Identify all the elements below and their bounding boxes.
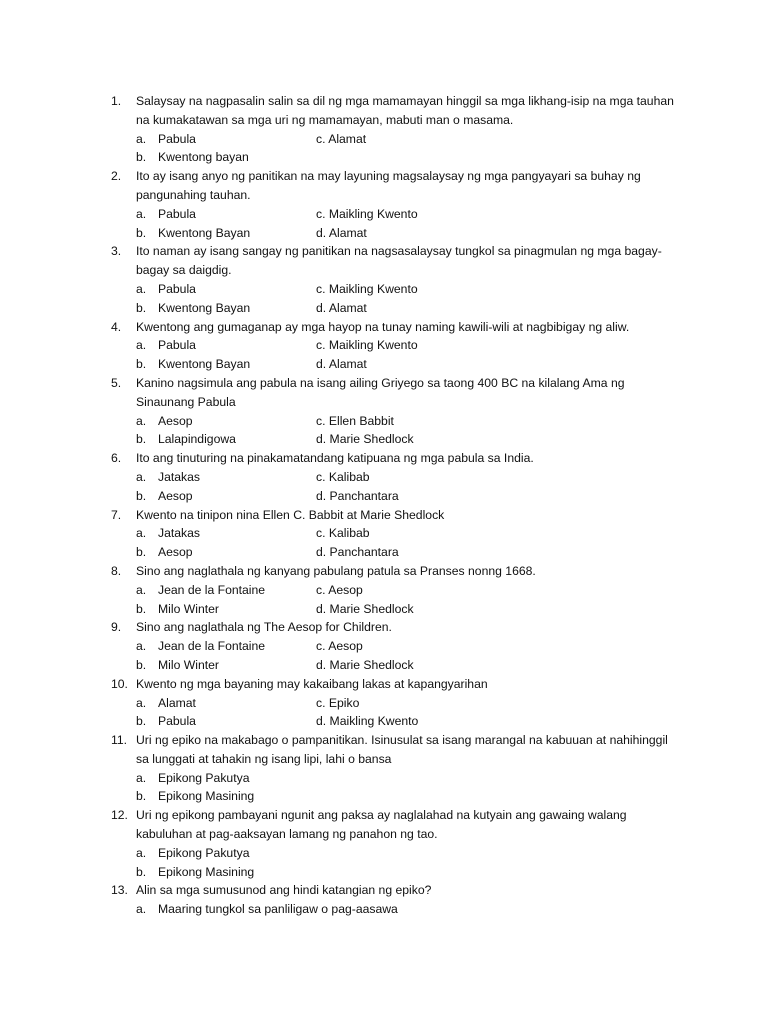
choice-row xyxy=(0,600,768,619)
choice-row xyxy=(0,299,768,318)
choice-second-column: c. Maikling Kwento xyxy=(316,206,418,221)
question-item xyxy=(0,562,768,618)
quiz-page xyxy=(0,92,768,919)
question-text: Kwentong ang gumaganap ay mga hayop na tunay naming kawili-wili at nagbibigay ng aliw. xyxy=(136,319,630,334)
question-text: Uri ng epikong pambayani ngunit ang paksa ay naglalahad na kutyain ang gawaing walang kabuluhan at pag-aaksayan lamang ng panahon ng tao. xyxy=(136,808,627,842)
question-text: Sino ang naglathala ng kanyang pabulang patula sa Pranses nonng 1668. xyxy=(136,563,536,578)
choice-text: Lalapindigowa xyxy=(158,432,236,447)
choice-text: Milo Winter xyxy=(158,601,219,616)
question-stem xyxy=(0,731,676,769)
question-stem xyxy=(0,506,676,525)
choice-second-column: c. Ellen Babbit xyxy=(316,413,394,428)
question-text: Kwento ng mga bayaning may kakaibang lakas at kapangyarihan xyxy=(136,676,488,691)
choice-letter: a. xyxy=(136,206,147,221)
question-number: 4. xyxy=(111,319,122,334)
choice-letter: b. xyxy=(136,150,147,165)
choice-text: Aesop xyxy=(158,413,193,428)
choice-row xyxy=(0,787,768,806)
question-stem xyxy=(0,374,676,412)
choice-second-column: c. Aesop xyxy=(316,639,363,654)
choice-second-column: d. Panchantara xyxy=(316,488,399,503)
question-text: Ito naman ay isang sangay ng panitikan na nagsasalaysay tungkol sa pinagmulan ng mga bagay-bagay sa daigdig. xyxy=(136,244,662,278)
choice-text: Aesop xyxy=(158,488,193,503)
question-text: Kanino nagsimula ang pabula na isang ailing Griyego sa taong 400 BC na kilalang Ama ng Sinaunang Pabula xyxy=(136,375,625,409)
choice-second-column: c. Kalibab xyxy=(316,469,370,484)
choice-row xyxy=(0,336,768,355)
choice-second-column: d. Marie Shedlock xyxy=(316,432,414,447)
choice-letter: a. xyxy=(136,413,147,428)
question-text: Salaysay na nagpasalin salin sa dil ng mga mamamayan hinggil sa mga likhang-isip na mga tauhan na kumakatawan sa mga uri ng mamamayan, mabuti man o masama. xyxy=(136,94,674,127)
question-stem xyxy=(0,675,676,694)
choice-row xyxy=(0,224,768,243)
question-text: Sino ang naglathala ng The Aesop for Children. xyxy=(136,620,392,635)
choice-second-column: d. Marie Shedlock xyxy=(316,601,414,616)
question-number: 9. xyxy=(111,620,122,635)
question-item xyxy=(0,731,768,806)
choice-second-column: d. Alamat xyxy=(316,357,367,372)
question-stem xyxy=(0,318,676,337)
question-number: 12. xyxy=(111,808,128,823)
choice-row xyxy=(0,355,768,374)
choice-row xyxy=(0,487,768,506)
question-text: Ito ang tinuturing na pinakamatandang katipuana ng mga pabula sa India. xyxy=(136,451,534,466)
question-number: 6. xyxy=(111,451,122,466)
choice-text: Kwentong Bayan xyxy=(158,225,251,240)
question-item xyxy=(0,374,768,449)
choice-second-column: d. Panchantara xyxy=(316,545,399,560)
choice-row xyxy=(0,130,768,149)
choice-text: Milo Winter xyxy=(158,657,219,672)
question-number: 8. xyxy=(111,563,122,578)
choice-row xyxy=(0,205,768,224)
choice-letter: a. xyxy=(136,902,147,917)
choice-row xyxy=(0,769,768,788)
question-item xyxy=(0,92,768,167)
choice-letter: b. xyxy=(136,300,147,315)
choice-text: Epikong Pakutya xyxy=(158,845,250,860)
question-stem xyxy=(0,881,676,900)
choice-row xyxy=(0,430,768,449)
choice-letter: b. xyxy=(136,864,147,879)
choice-letter: a. xyxy=(136,582,147,597)
question-item xyxy=(0,449,768,505)
choice-text: Epikong Masining xyxy=(158,864,255,879)
choice-row xyxy=(0,524,768,543)
choice-text: Jatakas xyxy=(158,526,201,541)
question-text: Kwento na tinipon nina Ellen C. Babbit at Marie Shedlock xyxy=(136,507,445,522)
choice-row xyxy=(0,694,768,713)
choice-second-column: c. Aesop xyxy=(316,582,363,597)
choice-text: Pabula xyxy=(158,281,196,296)
question-number: 7. xyxy=(111,507,122,522)
choice-text: Kwentong bayan xyxy=(158,150,249,165)
choice-text: Jean de la Fontaine xyxy=(158,639,266,654)
question-stem xyxy=(0,449,676,468)
question-number: 5. xyxy=(111,375,122,390)
choice-text: Jean de la Fontaine xyxy=(158,582,266,597)
choice-second-column: d. Marie Shedlock xyxy=(316,657,414,672)
choice-row xyxy=(0,656,768,675)
choice-text: Epikong Pakutya xyxy=(158,770,250,785)
choice-letter: a. xyxy=(136,845,147,860)
question-number: 10. xyxy=(111,676,128,691)
question-item xyxy=(0,675,768,731)
choice-letter: a. xyxy=(136,526,147,541)
choice-letter: a. xyxy=(136,131,147,146)
question-number: 1. xyxy=(111,94,122,108)
choice-row xyxy=(0,844,768,863)
choice-letter: a. xyxy=(136,281,147,296)
choice-second-column: d. Maikling Kwento xyxy=(316,714,419,729)
choice-row xyxy=(0,468,768,487)
question-number: 3. xyxy=(111,244,122,259)
choice-letter: a. xyxy=(136,338,147,353)
choice-row xyxy=(0,900,768,919)
choice-second-column: d. Alamat xyxy=(316,300,367,315)
question-item xyxy=(0,806,768,881)
choice-text: Aesop xyxy=(158,545,193,560)
choice-text: Kwentong Bayan xyxy=(158,357,251,372)
choice-second-column: c. Maikling Kwento xyxy=(316,338,418,353)
choice-row xyxy=(0,543,768,562)
question-stem xyxy=(0,92,676,130)
choice-second-column: c. Kalibab xyxy=(316,526,370,541)
choice-row xyxy=(0,581,768,600)
choice-letter: b. xyxy=(136,488,147,503)
choice-text: Kwentong Bayan xyxy=(158,300,251,315)
choice-row xyxy=(0,412,768,431)
question-list xyxy=(0,92,768,919)
question-stem xyxy=(0,806,676,844)
choice-letter: b. xyxy=(136,357,147,372)
choice-letter: b. xyxy=(136,657,147,672)
choice-letter: b. xyxy=(136,789,147,804)
choice-text: Alamat xyxy=(158,695,196,710)
question-number: 13. xyxy=(111,883,128,898)
choice-second-column: d. Alamat xyxy=(316,225,367,240)
question-text: Ito ay isang anyo ng panitikan na may layuning magsalaysay ng mga pangyayari sa buhay ng pangunahing tauhan. xyxy=(136,169,641,202)
question-stem xyxy=(0,167,676,205)
choice-letter: b. xyxy=(136,225,147,240)
choice-row xyxy=(0,712,768,731)
choice-letter: b. xyxy=(136,714,147,729)
choice-row xyxy=(0,148,768,167)
choice-row xyxy=(0,863,768,882)
choice-row xyxy=(0,637,768,656)
question-text: Alin sa mga sumusunod ang hindi katangian ng epiko? xyxy=(136,883,432,898)
choice-second-column: c. Epiko xyxy=(316,695,360,710)
choice-text: Epikong Masining xyxy=(158,789,255,804)
choice-text: Pabula xyxy=(158,338,196,353)
choice-letter: a. xyxy=(136,695,147,710)
question-stem xyxy=(0,562,676,581)
question-number: 11. xyxy=(111,733,128,748)
question-item xyxy=(0,242,768,317)
choice-text: Pabula xyxy=(158,714,196,729)
question-stem xyxy=(0,618,676,637)
choice-letter: b. xyxy=(136,601,147,616)
choice-second-column: c. Alamat xyxy=(316,131,367,146)
question-stem xyxy=(0,242,676,280)
choice-row xyxy=(0,280,768,299)
question-item xyxy=(0,881,768,919)
choice-text: Pabula xyxy=(158,131,196,146)
question-item xyxy=(0,506,768,562)
choice-letter: a. xyxy=(136,770,147,785)
choice-letter: a. xyxy=(136,639,147,654)
question-item xyxy=(0,318,768,374)
choice-second-column: c. Maikling Kwento xyxy=(316,281,418,296)
choice-text: Pabula xyxy=(158,206,196,221)
question-text: Uri ng epiko na makabago o pampanitikan. Isinusulat sa isang marangal na kabuuan at nahihinggil sa lunggati at tahakin ng isang lipi, lahi o bansa xyxy=(136,733,668,766)
question-item xyxy=(0,618,768,674)
choice-text: Maaring tungkol sa panliligaw o pag-aasawa xyxy=(158,902,398,917)
choice-letter: b. xyxy=(136,432,147,447)
choice-letter: a. xyxy=(136,469,147,484)
choice-letter: b. xyxy=(136,545,147,560)
question-item xyxy=(0,167,768,242)
question-number: 2. xyxy=(111,169,122,184)
choice-text: Jatakas xyxy=(158,469,201,484)
